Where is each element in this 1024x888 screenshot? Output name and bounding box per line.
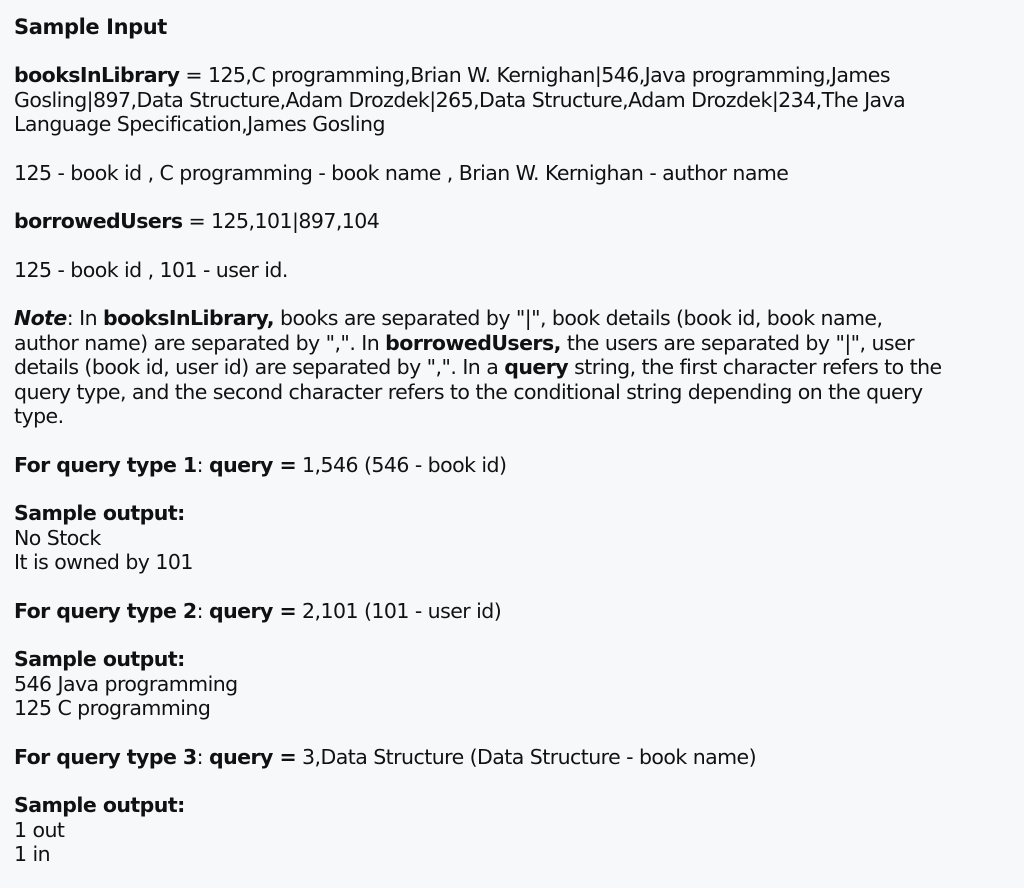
note-text-1a: In bbox=[73, 306, 103, 330]
output-line: 1 in bbox=[14, 842, 51, 866]
query-type-label: For query type 3 bbox=[14, 744, 197, 769]
note-bold-3: query bbox=[504, 355, 569, 379]
sample-output-3 bbox=[14, 793, 1006, 867]
note-text-1c: books are separated by "|", book details (book id, book name, bbox=[274, 306, 883, 330]
output-line: 546 Java programming bbox=[14, 671, 238, 696]
note-line-1 bbox=[14, 306, 1006, 331]
note-line-4: query type, and the second character refers to the conditional string depending on the query bbox=[14, 379, 923, 404]
note-label: Note bbox=[14, 306, 67, 330]
query-value: 1,546 (546 - book id) bbox=[296, 452, 507, 477]
query-colon: : bbox=[196, 744, 209, 769]
borrowed-value: = 125,101|897,104 bbox=[182, 209, 380, 233]
output-line: No Stock bbox=[14, 525, 101, 550]
query-type-label: For query type 1 bbox=[14, 452, 197, 477]
books-in-library-paragraph bbox=[14, 63, 1006, 137]
note-bold-1: booksInLibrary, bbox=[102, 306, 275, 330]
output-line: 1 out bbox=[14, 817, 65, 842]
note-text-2a: author name) are separated by ",". In bbox=[14, 330, 386, 355]
output-line: 125 C programming bbox=[14, 696, 211, 720]
query-keyword: query = bbox=[208, 598, 297, 623]
query-keyword: query = bbox=[208, 744, 297, 769]
books-line-3: Language Specification,James Gosling bbox=[14, 112, 385, 136]
query-colon: : bbox=[196, 452, 209, 477]
output-line: It is owned by 101 bbox=[14, 550, 193, 574]
query-type-label: For query type 2 bbox=[14, 598, 197, 623]
note-text-3c: string, the first character refers to the bbox=[568, 355, 942, 379]
books-value-1: = 125,C programming,Brian W. Kernighan|546,Java programming,James bbox=[179, 63, 890, 87]
borrowed-legend: 125 - book id , 101 - user id. bbox=[14, 257, 288, 282]
query-type-2 bbox=[14, 599, 1006, 624]
sample-output-2 bbox=[14, 647, 1006, 721]
query-keyword: query = bbox=[208, 452, 297, 477]
sample-output-label: Sample output: bbox=[14, 501, 185, 525]
note-line-3 bbox=[14, 355, 1006, 380]
books-legend: 125 - book id , C programming - book name , Brian W. Kernighan - author name bbox=[14, 160, 789, 185]
books-key: booksInLibrary bbox=[14, 63, 180, 87]
sample-output-label: Sample output: bbox=[14, 793, 185, 817]
note-text-2c: the users are separated by "|", user bbox=[560, 330, 915, 355]
note-line-5: type. bbox=[14, 404, 64, 428]
note-colon: : bbox=[66, 306, 74, 330]
query-value: 2,101 (101 - user id) bbox=[296, 598, 502, 623]
note-bold-2: borrowedUsers, bbox=[385, 330, 561, 355]
note-line-2 bbox=[14, 331, 1006, 356]
sample-output-label: Sample output: bbox=[14, 647, 185, 671]
query-type-3 bbox=[14, 745, 1006, 770]
query-type-1 bbox=[14, 453, 1006, 478]
page-title: Sample Input bbox=[14, 15, 167, 39]
sample-output-1 bbox=[14, 501, 1006, 575]
borrowed-key: borrowedUsers bbox=[14, 209, 183, 233]
books-line-2: Gosling|897,Data Structure,Adam Drozdek|265,Data Structure,Adam Drozdek|234,The Java bbox=[14, 87, 906, 112]
query-colon: : bbox=[196, 598, 209, 623]
query-value: 3,Data Structure (Data Structure - book name) bbox=[296, 744, 757, 769]
note-text-3a: details (book id, user id) are separated by ",". In a bbox=[14, 355, 505, 379]
note-paragraph bbox=[14, 306, 1006, 429]
borrowed-users-paragraph bbox=[14, 209, 1006, 234]
books-line-1 bbox=[14, 63, 1006, 88]
